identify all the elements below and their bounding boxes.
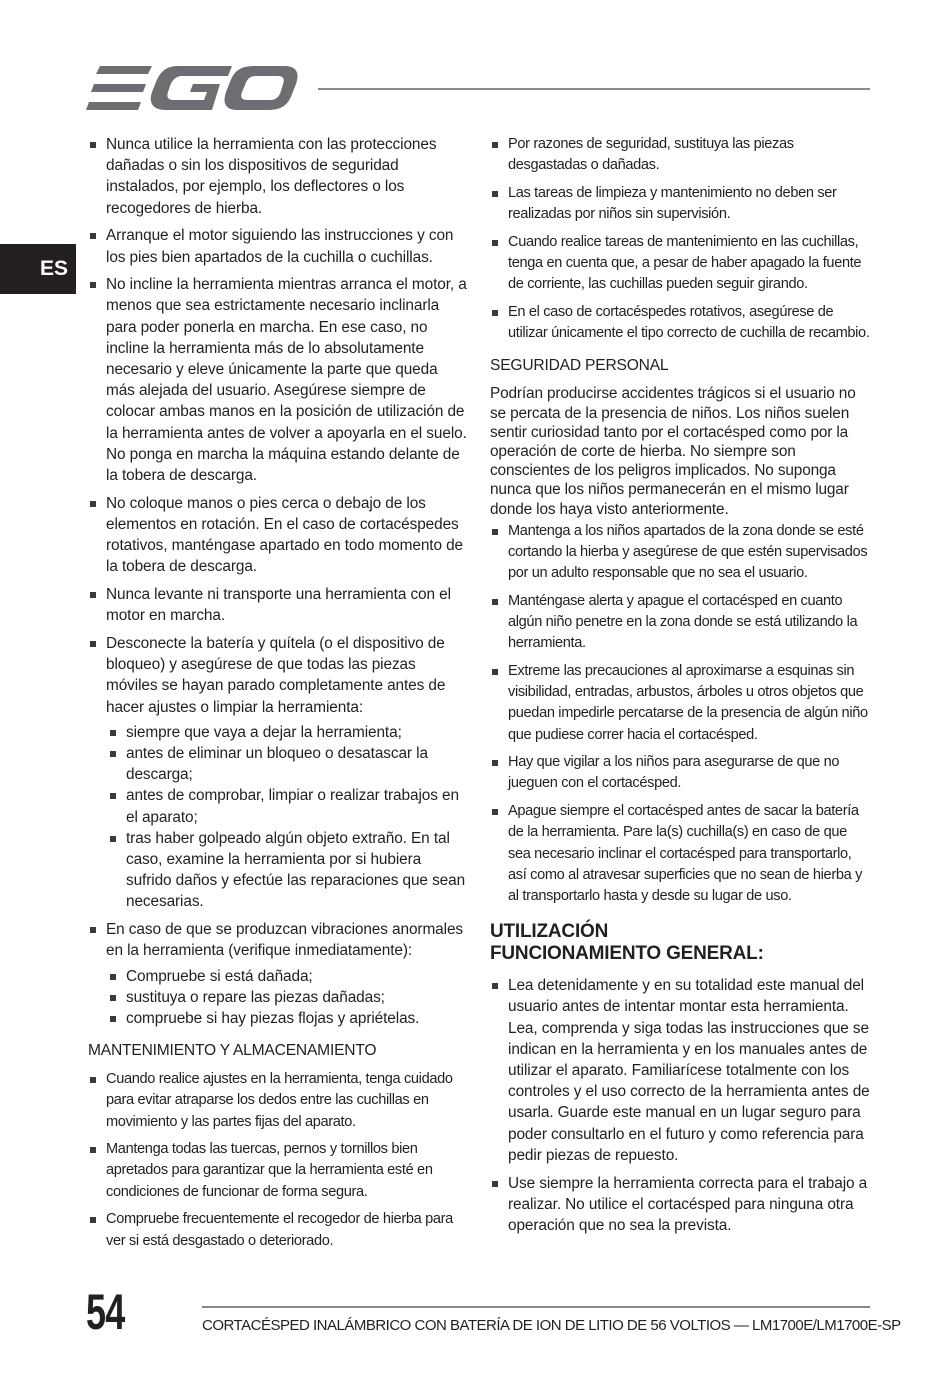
personal-safety-paragraph: Podrían producirse accidentes trágicos si el usuario no se percata de la presencia de niños. Los niños suelen sentir curiosidad tanto por el cortacésped como por la operación de corte de hierba. No siempre son conscientes de los peligros implicados. No suponga nunca que los niños permanecerán en el mismo lugar donde los haya visto anteriormente. — [490, 385, 856, 518]
list-item: Lea detenidamente y en su totalidad este manual del usuario antes de intentar montar esta herramienta. Lea, comprenda y siga todas las instrucciones que se indican en la herramienta y en los manuales antes de utilizar el aparato. Familiarícese totalmente con los controles y el uso correcto de la herramienta antes de usarla. Guarde este manual en un lugar seguro para poder consultarlo en el futuro y como referencia para pedir piezas de repuesto. — [490, 975, 870, 1166]
operation-heading — [490, 921, 870, 965]
left-column — [88, 134, 468, 1258]
sub-list-item: antes de comprobar, limpiar o realizar trabajos en el aparato; — [108, 785, 468, 827]
operation-list — [490, 975, 870, 1236]
sub-list — [108, 722, 468, 913]
list-item: En el caso de cortacéspedes rotativos, asegúrese de utilizar únicamente el tipo correcto de cuchilla de recambio. — [490, 302, 870, 344]
list-item: Nunca utilice la herramienta con las protecciones dañadas o sin los dispositivos de seguridad instalados, por ejemplo, los deflectores o los recogedores de hierba. — [88, 134, 468, 219]
sub-list-item: Compruebe si está dañada; — [108, 966, 468, 987]
list-item: Manténgase alerta y apague el cortacésped en cuanto algún niño penetre en la zona donde se está utilizando la herramienta. — [490, 591, 870, 655]
maintenance-list-continued — [490, 134, 870, 344]
safety-list — [88, 134, 468, 1029]
personal-safety-heading: SEGURIDAD PERSONAL — [490, 357, 669, 375]
personal-safety-list — [490, 521, 870, 907]
footer-title: CORTACÉSPED INALÁMBRICO CON BATERÍA DE ION DE LITIO DE 56 VOLTIOS — LM1700E/LM1700E-SP — [202, 1317, 901, 1334]
operation-heading-line1: UTILIZACIÓN — [490, 921, 609, 943]
list-item-text: En caso de que se produzcan vibraciones anormales en la herramienta (verifique inmediatamente): — [106, 921, 463, 960]
header-rule — [318, 88, 870, 90]
list-item: Cuando realice tareas de mantenimiento en las cuchillas, tenga en cuenta que, a pesar de haber apagado la fuente de corriente, las cuchillas pueden seguir girando. — [490, 232, 870, 296]
list-item: Mantenga a los niños apartados de la zona donde se esté cortando la hierba y asegúrese de que estén supervisados por un adulto responsable que no sea el usuario. — [490, 521, 870, 585]
footer-rule — [202, 1306, 870, 1308]
sub-list — [108, 966, 468, 1030]
ego-logo — [86, 64, 298, 112]
page-number: 54 — [86, 1284, 125, 1340]
list-item — [88, 919, 468, 1029]
list-item: Apague siempre el cortacésped antes de sacar la batería de la herramienta. Pare la(s) cuchilla(s) en caso de que sea necesario inclinar el cortacésped para transportarlo, así como al atravesar superficies que no sean de hierba y al transportarlo hasta y desde su lugar de uso. — [490, 801, 870, 907]
list-item: Las tareas de limpieza y mantenimiento no deben ser realizadas por niños sin supervisión. — [490, 183, 870, 225]
list-item: Cuando realice ajustes en la herramienta, tenga cuidado para evitar atraparse los dedos entre las cuchillas en movimiento y las partes fijas del aparato. — [88, 1069, 468, 1133]
list-item: Use siempre la herramienta correcta para el trabajo a realizar. No utilice el cortacésped para ninguna otra operación que no sea la prevista. — [490, 1173, 870, 1237]
list-item: No coloque manos o pies cerca o debajo de los elementos en rotación. En el caso de cortacéspedes rotativos, manténgase apartado en todo momento de la tobera de descarga. — [88, 493, 468, 578]
list-item: Hay que vigilar a los niños para asegurarse de que no jueguen con el cortacésped. — [490, 752, 870, 794]
list-item: Mantenga todas las tuercas, pernos y tornillos bien apretados para garantizar que la herramienta esté en condiciones de funcionar de forma segura. — [88, 1139, 468, 1203]
sub-list-item: antes de eliminar un bloqueo o desatascar la descarga; — [108, 743, 468, 785]
list-item: No incline la herramienta mientras arranca el motor, a menos que sea estrictamente necesario inclinarla para poder ponerla en marcha. En ese caso, no incline la herramienta más de lo absolutamente necesario y eleve únicamente la parte que queda más alejada del usuario. Asegúrese siempre de colocar ambas manos en la posición de utilización de la herramienta antes de volver a apoyarla en el suelo. No ponga en marcha la máquina estando delante de la tobera de descarga. — [88, 274, 468, 486]
list-item-text: Desconecte la batería y quítela (o el dispositivo de bloqueo) y asegúrese de que todas las piezas móviles se hayan parado completamente antes de hacer ajustes o limpiar la herramienta: — [106, 634, 446, 716]
list-item: Arranque el motor siguiendo las instrucciones y con los pies bien apartados de la cuchilla o cuchillas. — [88, 225, 468, 267]
language-tab: ES — [0, 244, 76, 294]
sub-list-item: siempre que vaya a dejar la herramienta; — [108, 722, 468, 743]
maintenance-heading: MANTENIMIENTO Y ALMACENAMIENTO — [88, 1042, 377, 1060]
sub-list-item: tras haber golpeado algún objeto extraño. En tal caso, examine la herramienta por si hubiera sufrido daños y efectúe las reparaciones que sean necesarias. — [108, 828, 468, 913]
operation-heading-line2: FUNCIONAMIENTO GENERAL: — [490, 943, 764, 965]
sub-list-item: sustituya o repare las piezas dañadas; — [108, 987, 468, 1008]
list-item: Por razones de seguridad, sustituya las piezas desgastadas o dañadas. — [490, 134, 870, 176]
maintenance-list — [88, 1069, 468, 1252]
list-item — [88, 633, 468, 913]
right-column — [490, 134, 870, 1243]
sub-list-item: compruebe si hay piezas flojas y apriételas. — [108, 1008, 468, 1029]
list-item: Nunca levante ni transporte una herramienta con el motor en marcha. — [88, 584, 468, 626]
list-item: Compruebe frecuentemente el recogedor de hierba para ver si está desgastado o deteriorado. — [88, 1209, 468, 1251]
list-item: Extreme las precauciones al aproximarse a esquinas sin visibilidad, entradas, arbustos, árboles u otros objetos que puedan impedirle percatarse de la presencia de algún niño que pudiese correr hacia el cortacésped. — [490, 661, 870, 746]
